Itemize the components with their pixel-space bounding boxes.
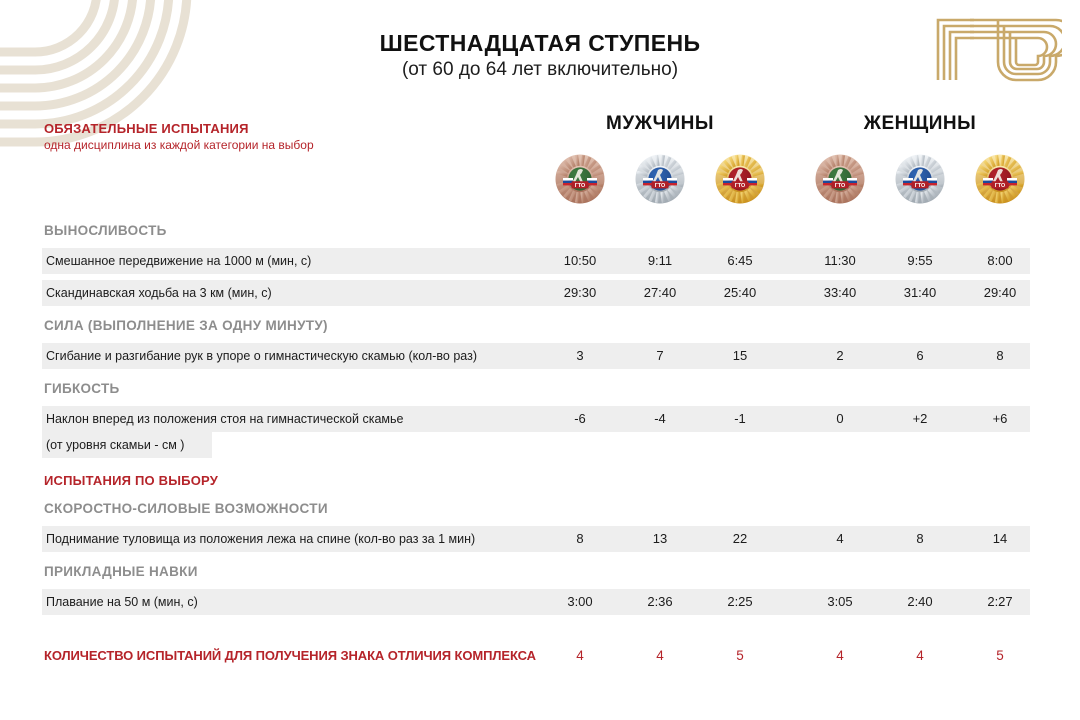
value-cell: 29:40: [983, 285, 1017, 300]
value-cell: 8: [996, 348, 1004, 363]
total-value-cell: 5: [996, 648, 1004, 663]
value-cell: 4: [836, 531, 844, 546]
value-cell: 7: [656, 348, 664, 363]
value-cell: 6: [916, 348, 924, 363]
value-cell: +2: [912, 411, 928, 426]
table-row: [42, 589, 1030, 615]
value-cell: +6: [992, 411, 1008, 426]
total-tests-row: [42, 643, 1030, 669]
value-cell: 14: [992, 531, 1008, 546]
page-subtitle: (от 60 до 64 лет включительно): [401, 59, 679, 81]
value-cell: 22: [732, 531, 748, 546]
optional-section-caption: ИСПЫТАНИЯ ПО ВЫБОРУ: [44, 473, 219, 488]
svg-text:ГТО: ГТО: [574, 182, 586, 189]
value-cell: 10:50: [563, 253, 597, 268]
column-group-men: МУЖЧИНЫ: [606, 113, 714, 134]
table-row: [42, 343, 1030, 369]
value-cell: 0: [836, 411, 844, 426]
standards-table: [42, 120, 1030, 669]
gold-badge-men: [694, 153, 786, 205]
value-cell: 9:11: [647, 253, 673, 268]
page-title-block: [0, 30, 1080, 81]
value-cell: 8:00: [987, 253, 1013, 268]
value-cell: 8: [916, 531, 924, 546]
value-cell: 13: [652, 531, 668, 546]
svg-text:ГТО: ГТО: [734, 182, 746, 189]
exercise-label: Скандинавская ходьба на 3 км (мин, с): [46, 286, 272, 300]
svg-text:ГТО: ГТО: [654, 182, 666, 189]
table-row: [42, 280, 1030, 306]
table-row: [42, 248, 1030, 274]
value-cell: 8: [576, 531, 584, 546]
total-value-cell: 4: [576, 648, 584, 663]
value-cell: -6: [574, 411, 586, 426]
badge-header-row: [42, 153, 1030, 205]
gold-badge-women: [954, 153, 1046, 205]
silver-badge-men: [614, 153, 706, 205]
total-value-cell: 5: [736, 648, 744, 663]
value-cell: 2:27: [987, 594, 1013, 609]
exercise-label: Плавание на 50 м (мин, с): [46, 595, 198, 609]
value-cell: 31:40: [903, 285, 937, 300]
value-cell: 3:00: [567, 594, 593, 609]
svg-text:ГТО: ГТО: [994, 182, 1006, 189]
value-cell: -4: [654, 411, 666, 426]
value-cell: 3: [576, 348, 584, 363]
table-row-continuation: [42, 432, 1030, 458]
page-title: ШЕСТНАДЦАТАЯ СТУПЕНЬ: [379, 30, 701, 56]
column-group-women: ЖЕНЩИНЫ: [863, 113, 977, 134]
silver-badge-women: [874, 153, 966, 205]
category-caption: ВЫНОСЛИВОСТЬ: [44, 223, 167, 238]
exercise-label: Наклон вперед из положения стоя на гимнастической скамье: [46, 412, 404, 426]
bronze-badge-men: [534, 153, 626, 205]
bronze-badge-women: [794, 153, 886, 205]
category-caption: ГИБКОСТЬ: [44, 381, 120, 396]
category-caption: СКОРОСТНО-СИЛОВЫЕ ВОЗМОЖНОСТИ: [44, 501, 328, 516]
mandatory-section-caption: ОБЯЗАТЕЛЬНЫЕ ИСПЫТАНИЯ: [44, 121, 249, 136]
value-cell: 27:40: [643, 285, 677, 300]
total-value-cell: 4: [656, 648, 664, 663]
value-cell: 15: [732, 348, 748, 363]
value-cell: 2: [836, 348, 844, 363]
table-row: [42, 406, 1030, 432]
category-caption: ПРИКЛАДНЫЕ НАВКИ: [44, 564, 198, 579]
table-row: [42, 526, 1030, 552]
total-tests-label: КОЛИЧЕСТВО ИСПЫТАНИЙ ДЛЯ ПОЛУЧЕНИЯ ЗНАКА ОТЛИЧИЯ КОМПЛЕКСА: [44, 648, 536, 663]
table-body: [42, 205, 1030, 615]
value-cell: 2:36: [647, 594, 673, 609]
value-cell: 9:55: [907, 253, 933, 268]
svg-text:ГТО: ГТО: [834, 182, 846, 189]
exercise-label: Поднимание туловища из положения лежа на спине (кол-во раз за 1 мин): [46, 532, 476, 546]
exercise-label: Сгибание и разгибание рук в упоре о гимнастическую скамью (кол-во раз): [46, 349, 477, 363]
mandatory-section-subcaption: одна дисциплина из каждой категории на выбор: [44, 138, 314, 152]
value-cell: 6:45: [727, 253, 753, 268]
value-cell: 2:40: [907, 594, 933, 609]
total-value-cell: 4: [836, 648, 844, 663]
value-cell: 2:25: [727, 594, 753, 609]
category-caption: СИЛА (ВЫПОЛНЕНИЕ ЗА ОДНУ МИНУТУ): [44, 318, 328, 333]
value-cell: 3:05: [827, 594, 853, 609]
value-cell: 33:40: [823, 285, 857, 300]
total-value-cell: 4: [916, 648, 924, 663]
value-cell: 25:40: [723, 285, 757, 300]
value-cell: 29:30: [563, 285, 597, 300]
value-cell: 11:30: [824, 253, 856, 268]
exercise-label-secondline: (от уровня скамьи - см ): [46, 438, 185, 452]
value-cell: -1: [734, 411, 746, 426]
exercise-label: Смешанное передвижение на 1000 м (мин, с): [46, 254, 312, 268]
svg-text:ГТО: ГТО: [914, 182, 926, 189]
